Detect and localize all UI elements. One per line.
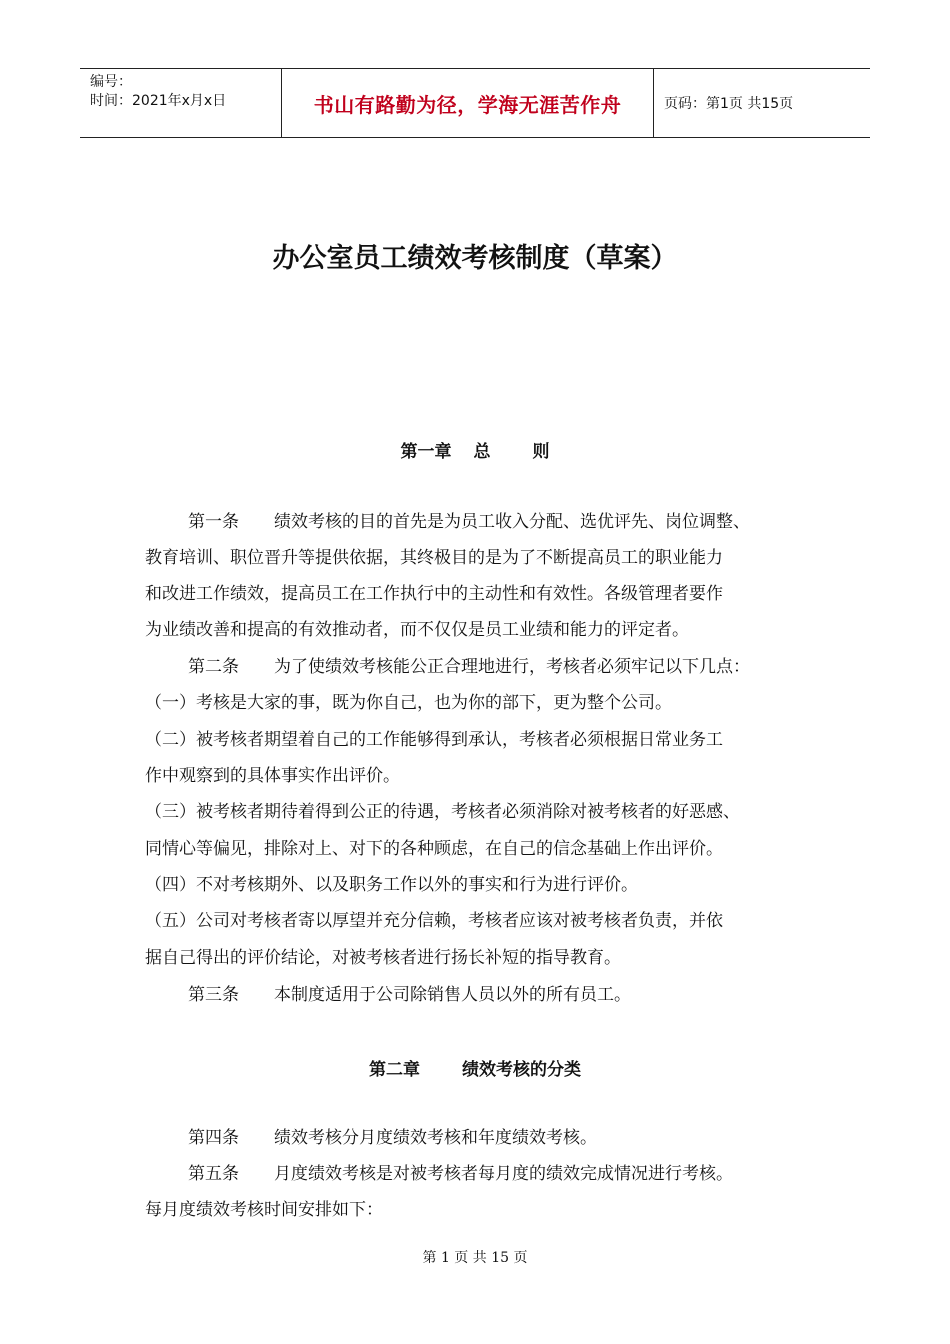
header-motto: 书山有路勤为径，学海无涯苦作舟 — [313, 92, 622, 117]
chapter-2-title: 绩效考核的分类 — [462, 1060, 581, 1080]
article-1-line-3: 和改进工作绩效，提高员工在工作执行中的主动性和有效性。各级管理者要作 — [145, 584, 723, 604]
article-5-line-1 — [188, 1162, 733, 1186]
article-2-item-3-cont: 同情心等偏见，排除对上、对下的各种顾虑，在自己的信念基础上作出评价。 — [145, 839, 723, 859]
article-2-line-1 — [188, 655, 750, 679]
chapter-2-label: 第二章 — [369, 1060, 420, 1080]
article-1-line-2: 教育培训、职位晋升等提供依据，其终极目的是为了不断提高员工的职业能力 — [145, 548, 723, 568]
article-2-item-5-cont: 据自己得出的评价结论，对被考核者进行扬长补短的指导教育。 — [145, 948, 621, 968]
article-4-label: 第四条 — [188, 1128, 239, 1148]
article-1-line-4: 为业绩改善和提高的有效推动者，而不仅仅是员工业绩和能力的评定者。 — [145, 620, 689, 640]
page-footer: 第 1 页 共 15 页 — [422, 1250, 528, 1266]
chapter-1-heading — [0, 437, 950, 462]
article-1-label: 第一条 — [188, 512, 239, 532]
article-2-item-4: （四）不对考核期外、以及职务工作以外的事实和行为进行评价。 — [145, 875, 638, 895]
header-meta-cell — [80, 69, 281, 137]
article-5-text: 月度绩效考核是对被考核者每月度的绩效完成情况进行考核。 — [274, 1164, 733, 1184]
header-page-info: 页码：第1页 共15页 — [664, 96, 794, 112]
article-2-item-1: （一）考核是大家的事，既为你自己，也为你的部下，更为整个公司。 — [145, 693, 672, 713]
document-date-label: 时间：2021年x月x日 — [90, 93, 227, 109]
chapter-1-title-a: 总 — [473, 442, 491, 462]
header-motto-cell — [281, 69, 654, 137]
article-5-line-2: 每月度绩效考核时间安排如下： — [145, 1200, 383, 1220]
article-1-text-1: 绩效考核的目的首先是为员工收入分配、选优评先、岗位调整、 — [274, 512, 750, 532]
article-3-line — [188, 983, 631, 1007]
document-title: 办公室员工绩效考核制度（草案） — [272, 243, 678, 274]
article-2-item-5: （五）公司对考核者寄以厚望并充分信赖，考核者应该对被考核者负责，并依 — [145, 911, 723, 931]
article-2-intro: 为了使绩效考核能公正合理地进行，考核者必须牢记以下几点： — [274, 657, 750, 677]
article-2-item-2: （二）被考核者期望着自己的工作能够得到承认，考核者必须根据日常业务工 — [145, 730, 723, 750]
article-2-item-2-cont: 作中观察到的具体事实作出评价。 — [145, 766, 400, 786]
article-3-text: 本制度适用于公司除销售人员以外的所有员工。 — [274, 985, 631, 1005]
article-4-text: 绩效考核分月度绩效考核和年度绩效考核。 — [274, 1128, 597, 1148]
article-2-item-3: （三）被考核者期待着得到公正的待遇，考核者必须消除对被考核者的好恶感、 — [145, 802, 740, 822]
article-2-label: 第二条 — [188, 657, 239, 677]
article-3-label: 第三条 — [188, 985, 239, 1005]
header-table — [80, 68, 870, 138]
chapter-1-title-b: 则 — [532, 442, 550, 462]
article-1-line-1 — [188, 510, 750, 534]
article-5-label: 第五条 — [188, 1164, 239, 1184]
chapter-1-label: 第一章 — [400, 442, 452, 462]
article-4-line — [188, 1126, 597, 1150]
chapter-2-heading — [0, 1055, 950, 1080]
document-number-label: 编号： — [90, 74, 132, 90]
